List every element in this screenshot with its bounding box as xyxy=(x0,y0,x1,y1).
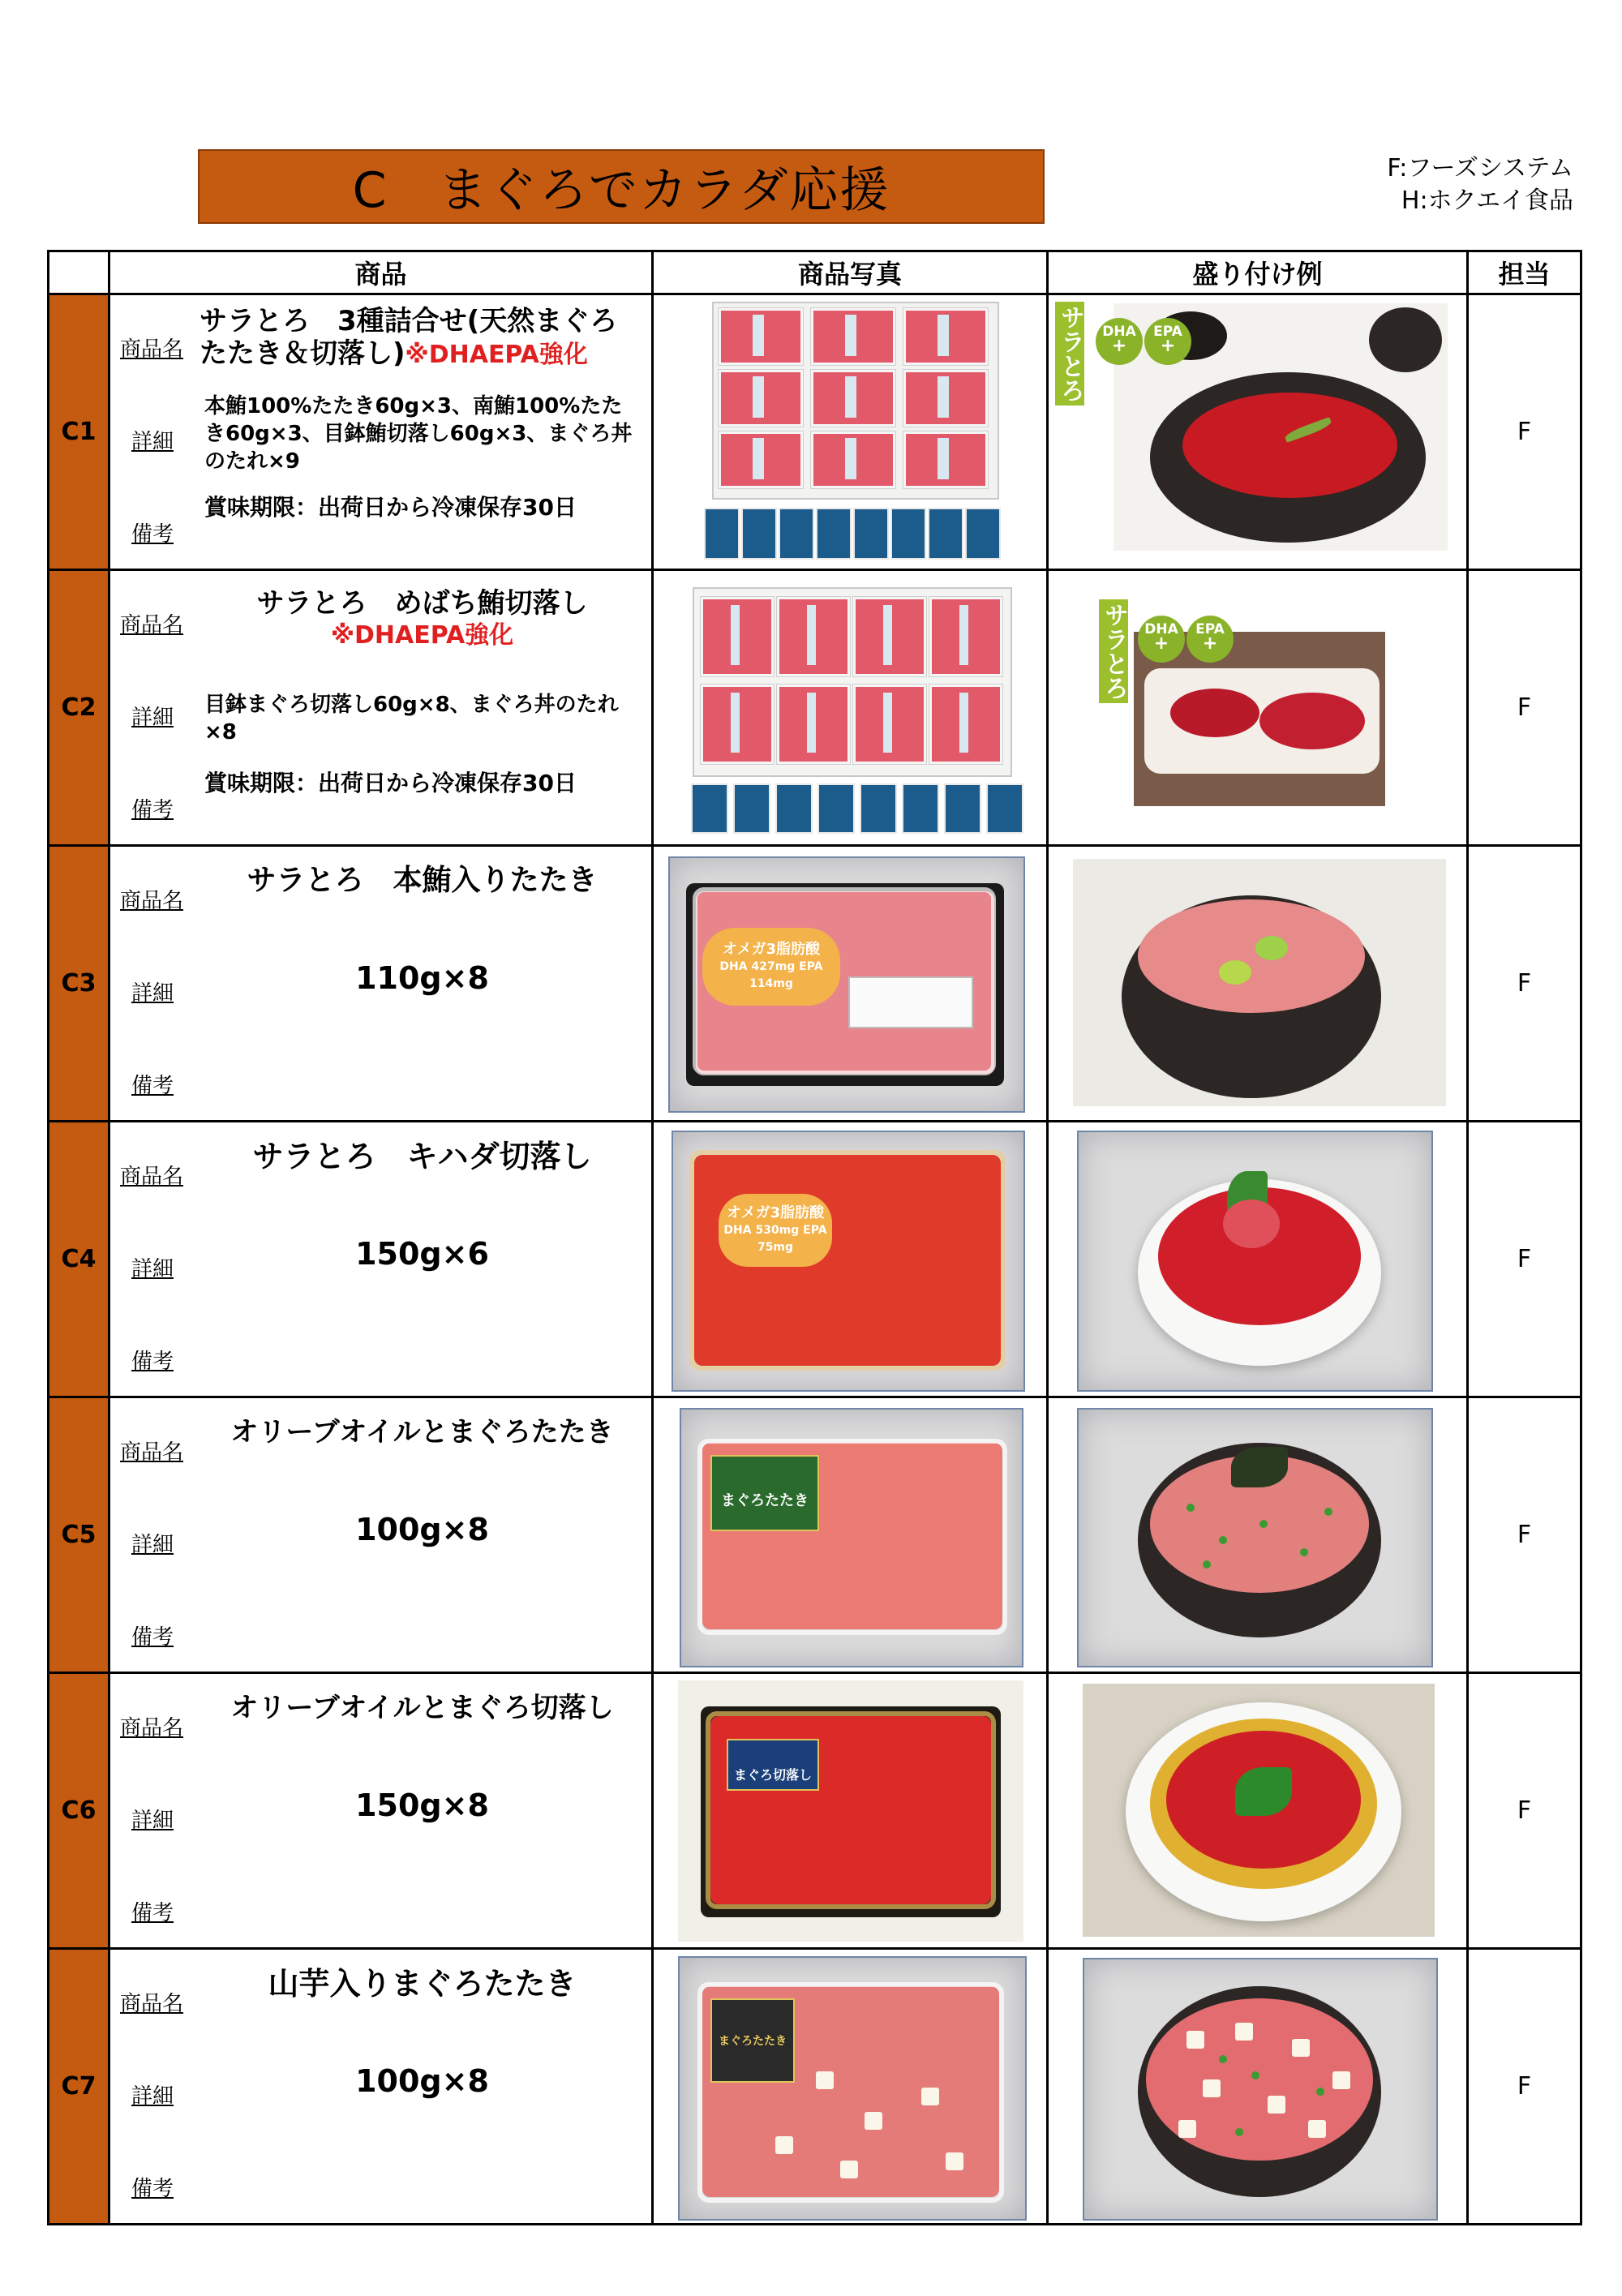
product-info xyxy=(109,1397,653,1673)
table-header-row xyxy=(49,251,1581,294)
epa-badge: EPA + xyxy=(1186,616,1234,663)
product-label: まぐろたたき xyxy=(710,1998,795,2083)
label-name: 商品名 xyxy=(120,1992,184,2016)
product-quantity: 100g×8 xyxy=(355,1512,489,1547)
product-quantity: 100g×8 xyxy=(355,2063,489,2099)
label-name: 商品名 xyxy=(120,613,184,637)
table-row xyxy=(49,1673,1581,1949)
table-row xyxy=(49,1949,1581,2225)
label-remark: 備考 xyxy=(131,1901,174,1925)
product-name: サラとろ 本鮪入りたたき xyxy=(247,864,598,897)
sara-toro-badge: サラとろ xyxy=(1099,599,1128,703)
dhaepa-warning: ※DHAEPA強化 xyxy=(405,341,588,369)
product-photo xyxy=(653,846,1048,1122)
product-photo xyxy=(653,1949,1048,2225)
product-label: まぐろ切落し xyxy=(727,1739,819,1791)
table-row xyxy=(49,294,1581,570)
dhaepa-warning: ※DHAEPA強化 xyxy=(330,621,514,650)
label-name: 商品名 xyxy=(120,1716,184,1740)
product-name: サラとろ キハダ切落し xyxy=(252,1139,592,1174)
serving-photo xyxy=(1048,570,1468,846)
label-remark: 備考 xyxy=(131,1074,174,1098)
label-name: 商品名 xyxy=(120,889,184,913)
label-detail: 詳細 xyxy=(131,430,174,454)
row-id: C4 xyxy=(49,1122,109,1397)
row-id: C2 xyxy=(49,570,109,846)
product-photo xyxy=(653,570,1048,846)
serving-photo xyxy=(1048,1673,1468,1949)
supplier-legend xyxy=(1387,152,1573,217)
table-row xyxy=(49,1397,1581,1673)
product-quantity: 150g×6 xyxy=(355,1236,489,1272)
product-name: 山芋入りまぐろたたき xyxy=(268,1966,577,2002)
label-detail: 詳細 xyxy=(131,981,174,1006)
product-info xyxy=(109,294,653,570)
label-remark: 備考 xyxy=(131,1625,174,1650)
omega3-badge: オメガ3脂肪酸 DHA 427mg EPA 114mg xyxy=(702,928,840,1006)
header-product: 商品 xyxy=(109,251,653,294)
label-detail: 詳細 xyxy=(131,1533,174,1557)
product-quantity: 150g×8 xyxy=(355,1787,489,1823)
product-name: オリーブオイルとまぐろ切落し xyxy=(230,1692,614,1724)
product-remark: 賞味期限：出荷日から冷凍保存30日 xyxy=(204,494,577,521)
header-serving: 盛り付け例 xyxy=(1048,251,1468,294)
label-remark: 備考 xyxy=(131,798,174,822)
dha-badge: DHA + xyxy=(1138,616,1185,663)
product-info xyxy=(109,846,653,1122)
responsible: F xyxy=(1468,1949,1581,2225)
product-info xyxy=(109,1949,653,2225)
product-info xyxy=(109,570,653,846)
serving-photo xyxy=(1048,1122,1468,1397)
responsible: F xyxy=(1468,1122,1581,1397)
supplier-h: H:ホクエイ食品 xyxy=(1401,187,1573,215)
responsible: F xyxy=(1468,1397,1581,1673)
row-id: C6 xyxy=(49,1673,109,1949)
responsible: F xyxy=(1468,1673,1581,1949)
product-detail: 目鉢まぐろ切落し60g×8、まぐろ丼のたれ×8 xyxy=(204,693,619,745)
table-row xyxy=(49,846,1581,1122)
header-id xyxy=(49,251,109,294)
product-photo xyxy=(653,1122,1048,1397)
label-name: 商品名 xyxy=(120,337,184,362)
dha-badge: DHA + xyxy=(1096,318,1143,365)
responsible: F xyxy=(1468,294,1581,570)
product-label: まぐろたたき xyxy=(710,1455,819,1531)
page-title: C まぐろでカラダ応援 xyxy=(352,162,890,219)
row-id: C3 xyxy=(49,846,109,1122)
label-detail: 詳細 xyxy=(131,1809,174,1833)
table-row xyxy=(49,1122,1581,1397)
row-id: C1 xyxy=(49,294,109,570)
label-remark: 備考 xyxy=(131,522,174,547)
product-photo xyxy=(653,1397,1048,1673)
product-quantity: 110g×8 xyxy=(355,960,489,996)
row-id: C5 xyxy=(49,1397,109,1673)
label-remark: 備考 xyxy=(131,1350,174,1374)
label-detail: 詳細 xyxy=(131,2084,174,2109)
epa-badge: EPA + xyxy=(1144,318,1191,365)
product-info xyxy=(109,1673,653,1949)
serving-photo xyxy=(1048,1949,1468,2225)
omega3-badge: オメガ3脂肪酸 DHA 530mg EPA 75mg xyxy=(719,1194,832,1267)
header-responsible: 担当 xyxy=(1468,251,1581,294)
row-id: C7 xyxy=(49,1949,109,2225)
responsible: F xyxy=(1468,846,1581,1122)
serving-photo xyxy=(1048,294,1468,570)
product-name: サラとろ めばち鮪切落し ※DHAEPA強化 xyxy=(200,587,645,652)
product-remark: 賞味期限：出荷日から冷凍保存30日 xyxy=(204,770,577,796)
product-photo xyxy=(653,294,1048,570)
supplier-f: F:フーズシステム xyxy=(1387,154,1573,182)
header-photo: 商品写真 xyxy=(653,251,1048,294)
sara-toro-badge: サラとろ xyxy=(1055,302,1084,406)
label-remark: 備考 xyxy=(131,2177,174,2201)
serving-photo xyxy=(1048,846,1468,1122)
page-title-bar xyxy=(198,149,1045,224)
product-name: オリーブオイルとまぐろたたき xyxy=(230,1416,614,1448)
responsible: F xyxy=(1468,570,1581,846)
label-name: 商品名 xyxy=(120,1165,184,1189)
product-photo xyxy=(653,1673,1048,1949)
serving-photo xyxy=(1048,1397,1468,1673)
product-name: サラとろ 3種詰合せ(天然まぐろたたき＆切落し)※DHAEPA強化 xyxy=(200,305,618,370)
product-table xyxy=(47,250,1582,2225)
product-info xyxy=(109,1122,653,1397)
label-detail: 詳細 xyxy=(131,706,174,730)
table-row xyxy=(49,570,1581,846)
product-detail: 本鮪100%たたき60g×3、南鮪100%たたき60g×3、目鉢鮪切落し60g×3、まぐろ丼のたれ×9 xyxy=(204,394,633,474)
label-name: 商品名 xyxy=(120,1440,184,1465)
label-detail: 詳細 xyxy=(131,1257,174,1281)
